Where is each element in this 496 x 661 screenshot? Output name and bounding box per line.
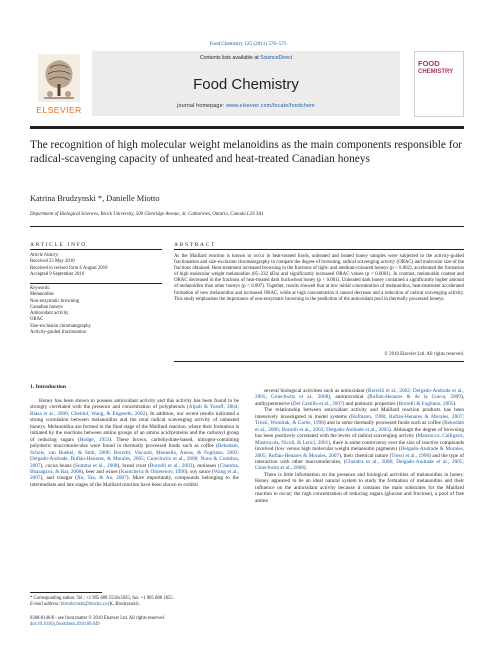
citation-link[interactable]: Manzocco, Calligaris, Mastrocola, Nicoli, & Lerici, 2001 [255, 433, 464, 446]
citation-link[interactable]: Hodge, 1953 [79, 436, 110, 443]
publication-info [30, 616, 239, 628]
body-text: ), beer and wines ( [81, 468, 121, 475]
keyword-item: ORAC [30, 317, 44, 323]
citation-link[interactable]: Bekedam et al., 2006; Borrelli et al., 2002; Delgado-Andrade et al., 2005 [255, 420, 464, 433]
history-received: Received 25 May 2010 [30, 259, 75, 265]
body-text: ). These brown, carbohydrate-based, nitrogen-containing polymeric macromolecules were found in thermally processed foods such as coffee ( [30, 436, 239, 450]
journal-title: Food Chemistry [193, 76, 299, 93]
footnote-rule [30, 592, 102, 593]
citation-link[interactable]: Tressl et al., 1998 [391, 452, 430, 459]
citation-link[interactable]: Delgado-Andrade & Morales, 2005; Rufián-Henares & Morales, 2007 [255, 446, 464, 459]
keyword-item: Canadian honeys [30, 304, 63, 310]
body-text: ). [453, 400, 457, 407]
body-text: ), antimicrobial ( [328, 394, 370, 401]
citation-link[interactable]: Hofmann, 1998; Rufián-Henares & Morales, 2007; Tressl, Wondrak, & Garbe, 1998 [255, 413, 464, 427]
footnote-email-line [30, 602, 239, 608]
homepage-url-link[interactable]: www.elsevier.com/locate/foodchem [226, 103, 315, 109]
body-text: ), and vinegar ( [40, 475, 77, 482]
citation-link[interactable]: Summa et al., 2008 [75, 462, 118, 469]
keyword-item: Size-exclusion chromatography [30, 323, 91, 329]
doi-link[interactable]: doi:10.1016/j.foodchem.2010.09.049 [30, 622, 100, 628]
citation-link[interactable]: Chandra et al., 2008; Delgado-Andrade et al., 2005; Gniechwitz et al., 2008 [255, 458, 464, 472]
citation-link[interactable]: Rufián-Henares & de la Cueva, 2009 [369, 394, 461, 401]
body-text: ), soy sauce ( [185, 468, 214, 475]
author-email-link[interactable]: kbrudzynski@brocku.ca [61, 602, 107, 608]
citation-link[interactable]: Borrelli et al., 2002; Delgado-Andrade et al., 2005; Gniechwitz et al., 2008 [255, 388, 464, 401]
body-column-left [30, 398, 239, 588]
journal-reference-link[interactable]: Food Chemistry 125 (2011) 570–575 [209, 41, 287, 47]
article-info-heading: ARTICLE INFO [30, 242, 87, 248]
keywords-label: Keywords: [30, 286, 51, 291]
article-authors: Katrina Brudzynski *, Danielle Miotto [30, 194, 160, 203]
elsevier-logo [30, 51, 88, 117]
body-text: The relationship between antioxidant activity and Maillard reaction products has been intensively investigated in model systems ( [255, 407, 464, 420]
article-info-rule [30, 249, 162, 250]
citation-link[interactable]: Bekedam, Schols, van Boekel, & Smit, 2006; Borrelli, Visconti, Mennella, Anese, & Fogliano, 2002; Delgado-Andrade, Rufián-Henares, & Morales, 2005; Gniechwitz et al., 2008; Nuns & Coimbra, 2007 [30, 443, 239, 469]
history-revised: Received in revised form 6 August 2010 [30, 265, 108, 271]
issn-line: 0308-8146/$ - see front matter © 2010 Elsevier Ltd. All rights reserved. [30, 616, 165, 621]
cover-word-food: FOOD [418, 59, 440, 68]
keywords-list [30, 286, 162, 336]
body-text: ) and in some thermally processed foods such as coffee ( [323, 420, 445, 427]
body-text: ). In addition, our recent results indicated a strong correlation between melanoidins and the total radical scavenging activity of unheated honeys. Melanoidins are formed in the final stage of the Maillard reaction, where their formation is initiated by the reactions between amino groups of an amino acid/proteins and the carbonyl group of reducing sugars ( [30, 410, 239, 443]
body-text: ) and prebiotic properties ( [342, 400, 399, 407]
body-text: There is little information on the presence and biological activities of melanoidins in honey. Honey appeared to be an ideal natural system to study the formation of melanoidins and their influence on the antioxidant activity because it contains the main substrates for the Maillard reaction to occur; the high concentration of reducing sugars (glucose and fructose), a pool of free amino [255, 471, 464, 504]
keywords-rule [30, 283, 162, 284]
body-text: ), molasses ( [192, 462, 220, 469]
abstract-heading: ABSTRACT [174, 242, 217, 248]
journal-masthead [30, 51, 464, 121]
author-affiliation: Department of Biological Sciences, Brock University, 500 Glenridge Avenue, St. Catharines, Ontario, Canada L2S 3A1 [30, 212, 264, 217]
citation-link[interactable]: Kuntcheva & Obretenov, 1996 [120, 468, 186, 475]
body-text: several biological activities such as antioxidant ( [264, 388, 368, 394]
abstract-copyright: © 2010 Elsevier Ltd. All rights reserved. [384, 352, 464, 357]
body-column-right [255, 388, 464, 612]
body-text: Honey has been shown to possess antioxidant activity and this activity has been found to be strongly correlated with the presence and concentration of polyphenols ( [30, 398, 239, 411]
body-text: ), cocoa beans ( [40, 462, 76, 469]
citation-link[interactable]: Borrelli et al., 2003 [149, 462, 193, 469]
keyword-item: Antioxidant activity [30, 311, 69, 317]
cover-word-chemistry: CHEMISTRY [418, 69, 454, 75]
body-text: ), there is some controversy over the size of reactive compounds involved (low versus high molecular weight melanoidin pigments) ( [255, 439, 464, 453]
email-suffix: (K. Brudzynski). [106, 602, 140, 608]
history-label: Article history: [30, 253, 60, 258]
homepage-prefix: journal homepage: [177, 103, 227, 109]
footnote-contact: * Corresponding author. Tel.: +1 905 688 5550x5035; fax: +1 905 688 1855. [30, 596, 174, 601]
publisher-name: ELSEVIER [36, 105, 82, 115]
body-paragraph [255, 472, 464, 504]
header-rule [30, 126, 464, 129]
contents-line [92, 55, 400, 61]
citation-link[interactable]: Aljadi & Yusoff, 2004; Blasa et al., 2006; Gheldof, Wang, & Engeseth, 2002 [30, 404, 239, 417]
body-text: ), bread crust ( [117, 462, 150, 469]
corresponding-author-footnote [30, 596, 239, 608]
body-text: ). [303, 465, 307, 472]
article-title: The recognition of high molecular weight melanoidins as the main components responsible for radical-scavenging capacity of unheated and heat-treated Canadian honeys [30, 139, 463, 165]
keyword-item: Activity-guided fractionation [30, 330, 87, 336]
citation-link[interactable]: Xu, Tao, & Ao, 2007 [76, 475, 127, 482]
homepage-line [92, 103, 400, 109]
abstract-text: As the Maillard reaction is known to occur in heat-treated foods, unheated and heated honey samples were subjected to the activity-guided fractionation and size-exclusion chromatography to compare the degree of browning, radical scavenging activity (ORAC) and molecular size of the fractions obtained. Heat-treatment increased browning in the fractions of light- and medium-coloured honeys (p < 0.002), accelerated the formation of high molecular weight melanoidins (85–232 kDa) and significantly increased ORAC values (p < 0.0001). In contrast, melanoidin content and ORAC decreased in the fractions of heat-treated dark buckwheat honey (p < 0.001). Unheated dark honey contained a significantly higher amount of melanoidins than other honeys (p < 0.007). Together, results showed that at low initial concentration of melanoidins, heat-treatment accelerated formation of new melanoidins and increased ORAC, while at high concentration it caused decrease and a reduction of radical scavenging activity. This study emphasises the importance of non-enzymatic browning in the prediction of the antioxidant pool in thermally processed honeys. [174, 254, 464, 302]
email-label: E-mail address: [30, 602, 62, 608]
citation-link[interactable]: Wang et al., 2007 [30, 468, 239, 482]
elsevier-tree-icon [38, 54, 80, 102]
contents-prefix: Contents lists available at [199, 55, 261, 61]
citation-link[interactable]: Borrelli & Fogliano, 2005 [398, 400, 454, 407]
keyword-item: Melanoidins [30, 292, 54, 298]
body-text: ). More importantly, compounds belonging to the intermediate and late stages of the Maillard reaction have been shown to exhibit [30, 475, 239, 488]
body-text: ) and the type of interaction with other macromolecules, ( [255, 452, 464, 465]
history-accepted: Accepted 9 September 2010 [30, 271, 85, 277]
body-text: ). Although the degree of browning has been positively correlated with the levels of radical scavenging activity ( [255, 426, 464, 440]
body-text: ), antihypertensive ( [255, 394, 464, 407]
article-history [30, 253, 162, 278]
body-text: ), their chemical nature ( [339, 452, 392, 459]
abstract-rule [174, 249, 464, 250]
journal-cover-thumbnail [414, 51, 464, 117]
keyword-item: Non-enzymatic browning [30, 298, 80, 304]
journal-banner [92, 51, 400, 116]
title-rule [30, 226, 464, 227]
body-paragraph [255, 407, 464, 472]
citation-link[interactable]: Del Castillo et al., 2007 [292, 400, 343, 407]
body-paragraph [255, 388, 464, 407]
introduction-heading: 1. Introduction [30, 384, 66, 390]
body-paragraph [30, 398, 239, 488]
abstract-bottom-rule [174, 361, 464, 362]
sciencedirect-link[interactable]: ScienceDirect [260, 55, 293, 61]
citation-link[interactable]: Chandra, Bharagava, & Rai, 2008 [30, 462, 239, 475]
